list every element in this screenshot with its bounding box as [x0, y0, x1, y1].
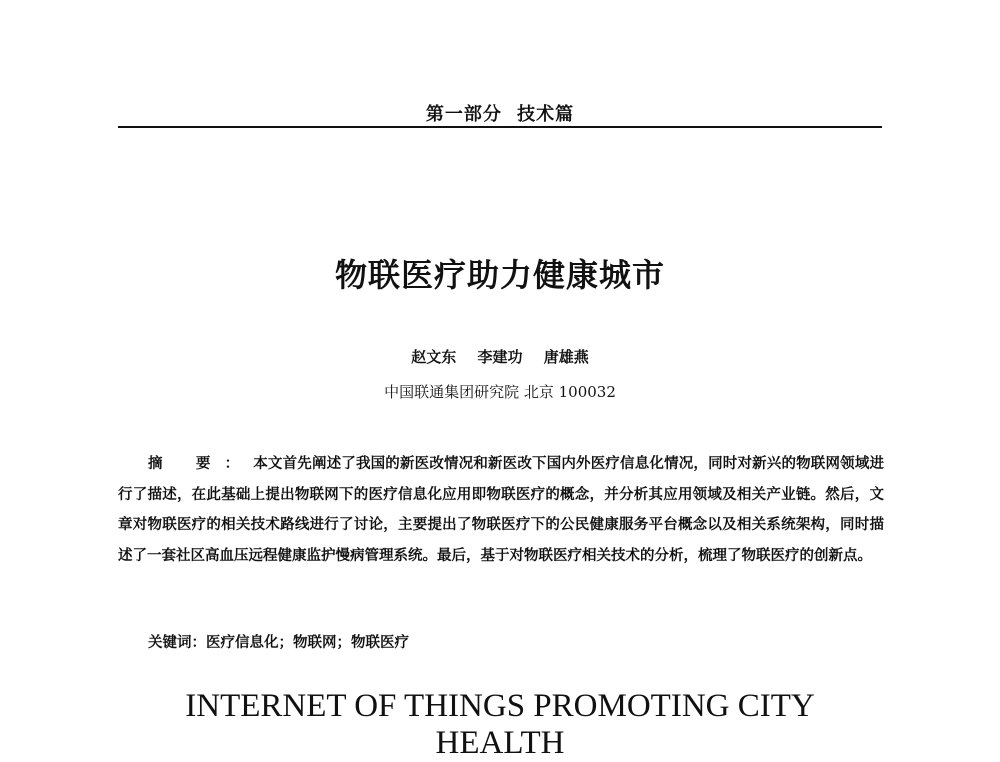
header-subsection: 技术篇: [517, 104, 575, 125]
author-name: 唐雄燕: [543, 348, 589, 366]
author-affiliation: 中国联通集团研究院 北京 100032: [384, 383, 616, 401]
author-name: 李建功: [477, 348, 523, 366]
abstract-label: 摘 要：: [148, 455, 254, 472]
author-list: [118, 346, 882, 367]
running-header: [118, 100, 882, 126]
keyword: 物联医疗: [351, 634, 409, 651]
keyword: 医疗信息化；: [206, 634, 293, 651]
keywords: [148, 631, 409, 652]
abstract-text: 本文首先阐述了我国的新医改情况和新医改下国内外医疗信息化情况，同时对新兴的物联网领域进行了描述，在此基础上提出物联网下的医疗信息化应用即物联医疗的概念，并分析其应用领域及相关产业链。然后，文章对物联医疗的相关技术路线进行了讨论，主要提出了物联医疗下的公民健康服务平台概念以及相关系统架构，同时描述了一套社区高血压远程健康监护慢病管理系统。最后，基于对物联医疗相关技术的分析，梳理了物联医疗的创新点。: [118, 455, 884, 564]
keywords-label: 关键词：: [148, 634, 206, 651]
author-name: 赵文东: [411, 348, 457, 366]
keyword: 物联网；: [293, 634, 351, 651]
abstract: [118, 449, 884, 571]
header-section: 第一部分: [425, 104, 502, 125]
english-title: INTERNET OF THINGS PROMOTING CITY HEALTH: [185, 688, 815, 761]
header-rule: [118, 126, 882, 128]
paper-title: 物联医疗助力健康城市: [334, 256, 665, 294]
